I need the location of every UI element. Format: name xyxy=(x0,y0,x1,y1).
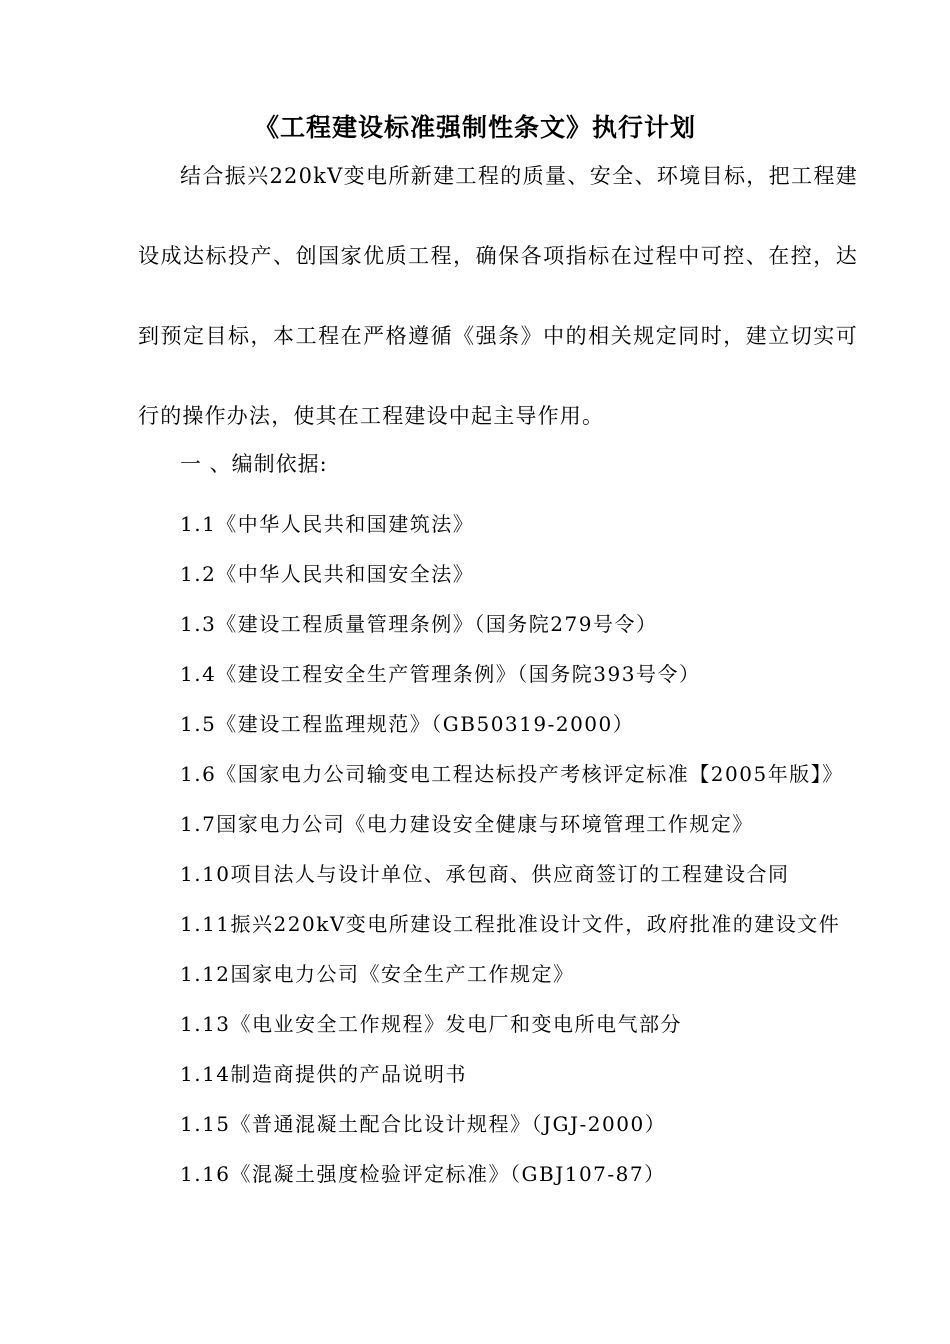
reference-item: 1.5《建设工程监理规范》（GB50319-2000） xyxy=(180,712,635,736)
reference-list xyxy=(180,507,844,1207)
reference-item: 1.7国家电力公司《电力建设安全健康与环境管理工作规定》 xyxy=(180,812,754,836)
reference-item: 1.3《建设工程质量管理条例》（国务院279号令） xyxy=(180,612,658,636)
reference-item: 1.6《国家电力公司输变电工程达标投产考核评定标准【2005年版】》 xyxy=(180,762,844,786)
reference-item: 1.13《电业安全工作规程》发电厂和变电所电气部分 xyxy=(180,1012,683,1036)
reference-item: 1.14制造商提供的产品说明书 xyxy=(180,1062,468,1086)
reference-item: 1.16《混凝土强度检验评定标准》（GBJ107-87） xyxy=(180,1162,666,1186)
reference-item: 1.2《中华人民共和国安全法》 xyxy=(180,562,475,586)
reference-item: 1.15《普通混凝土配合比设计规程》（JGJ-2000） xyxy=(180,1112,667,1136)
reference-item: 1.12国家电力公司《安全生产工作规定》 xyxy=(180,962,575,986)
section-heading: 一 、编制依据: xyxy=(180,452,328,476)
reference-item: 1.1《中华人民共和国建筑法》 xyxy=(180,512,475,536)
intro-paragraph: 结合振兴220kV变电所新建工程的质量、安全、环境目标，把工程建设成达标投产、创国家优质工程，确保各项指标在过程中可控、在控，达到预定目标，本工程在严格遵循《强条》中的相关规定同时，建立切实可行的操作办法，使其在工程建设中起主导作用。 xyxy=(138,164,858,428)
document-title: 《工程建设标准强制性条文》执行计划 xyxy=(253,113,696,142)
reference-item: 1.10项目法人与设计单位、承包商、供应商签订的工程建设合同 xyxy=(180,862,790,886)
reference-item: 1.11振兴220kV变电所建设工程批准设计文件，政府批准的建设文件 xyxy=(180,912,841,936)
reference-item: 1.4《建设工程安全生产管理条例》（国务院393号令） xyxy=(180,662,701,686)
